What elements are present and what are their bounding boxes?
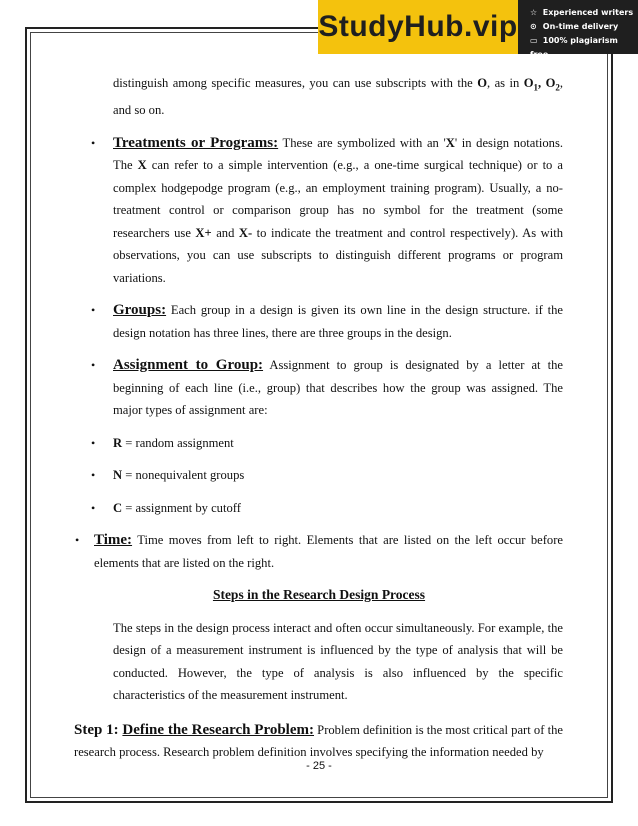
bullet-type-random [75,432,563,455]
text-run: Problem definition is the most critical part of the research process. Research problem definition involves specifying the information needed by [74,722,563,760]
text-run: O [477,76,487,90]
text-run: These are symbolized with an ' [278,135,446,150]
observations-continuation [75,72,563,122]
feature-list [530,6,638,62]
text-run: = nonequivalent groups [122,468,245,483]
brand-logo[interactable]: StudyHub.vip [318,0,518,54]
feature-text: Experienced writers [542,8,634,17]
star-icon: ☆ [530,8,538,17]
feature-item [530,6,638,20]
text-run: can refer to a simple intervention (e.g., a one-time surgical technique) or to a complex hodgepodge program (e.g., an employment training program). Usually, a no-treatment control or comparison group has no symbol for the treatment (some researchers use [113,158,563,240]
subscript: 2 [555,82,560,93]
subscript: 1 [533,82,538,93]
term-treatments: Treatments or Programs: [113,134,279,151]
feature-text: 100% plagiarism free [530,36,618,59]
text-run: X [445,135,455,150]
text-run: , and so on. [113,76,564,118]
page-number: - 25 - [306,760,332,772]
text-run: distinguish among specific measures, you can use subscripts with the [113,76,478,90]
step1-label: Step 1: [74,721,123,738]
term-assignment: Assignment to Group: [113,357,264,374]
text-run: C [113,500,123,515]
bullet-icon: • [91,303,96,318]
page-content [75,72,563,764]
feature-item [530,34,638,62]
bullet-treatments [75,132,563,290]
text-run: and [211,225,239,240]
text-run: = assignment by cutoff [122,500,241,515]
bullet-icon: • [75,533,80,548]
term-time: Time: [94,532,133,549]
document-icon: ▭ [530,36,538,45]
step1-term: Define the Research Problem: [122,721,314,738]
text-run: X [137,158,147,173]
text-run: to indicate the treatment and control respectively). As with observations, you can use subscripts to distinguish different programs or program variations. [113,225,563,285]
bullet-icon: • [91,358,96,373]
text-run: ' in design notations. The [113,135,563,173]
steps-intro-paragraph: The steps in the design process interact and often occur simultaneously. For example, the design of a measurement instrument is influenced by the type of analysis that will be conducted. However, the type of analysis is also influenced by the specific characteristics of the measurement instrument. [113,620,563,703]
bullet-type-nonequivalent [75,464,563,487]
bullet-icon: • [91,500,96,515]
text-run: , [537,76,546,90]
bullet-icon: • [91,135,96,150]
bullet-type-cutoff [75,497,563,520]
text-run: X+ [195,225,212,240]
feature-item [530,20,638,34]
text-run: X- [238,225,253,240]
bullet-assignment [75,354,563,422]
text-run: Time moves from left to right. Elements that are listed on the left occur before elements that are listed on the right. [94,533,563,570]
term-groups: Groups: [113,302,167,319]
text-run: O [523,76,534,90]
text-run: = random assignment [122,435,234,450]
bullet-icon: • [91,435,96,450]
bullet-time [75,529,563,574]
text-run [545,76,560,93]
bullet-groups [75,299,563,344]
feature-text: On-time delivery [542,22,619,31]
text-run: , as in [487,76,524,90]
section-heading: Steps in the Research Design Process [212,587,426,603]
clock-icon: ⊙ [530,22,537,31]
text-run: O [545,76,556,90]
text-run: Assignment to group is designated by a letter at the beginning of each line (i.e., group) that describes how the group was assigned. The major types of assignment are: [113,358,563,418]
text-run [523,76,538,93]
studyhub-banner[interactable] [318,0,638,59]
text-run: N [113,468,123,483]
bullet-icon: • [91,468,96,483]
text-run: R [113,435,123,450]
step1-paragraph [74,719,563,764]
text-run: Each group in a design is given its own line in the design structure. if the design notation has three lines, there are three groups in the design. [113,303,563,340]
